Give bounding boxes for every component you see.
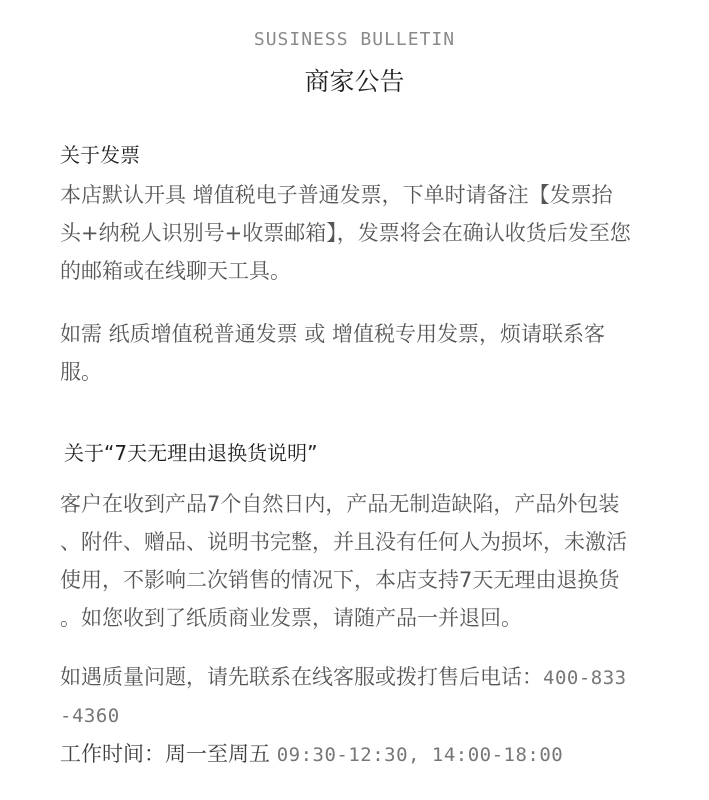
returns-contact [60, 658, 690, 774]
contact-prefix: 如遇质量问题，请先联系在线客服或拨打售后电话： [60, 665, 543, 689]
invoice-paragraph-2 [60, 315, 690, 391]
invoice-paragraph-1 [60, 176, 690, 290]
returns-heading: 关于“7天无理由退换货说明” [64, 441, 318, 465]
hours-value: 09:30-12:30, 14:00-18:00 [276, 744, 564, 766]
phone-number-part2: -4360 [60, 705, 120, 727]
bulletin-subtitle: SUSINESS BULLETIN [253, 29, 456, 50]
invoice-p1-line: 头+纳税人识别号+收票邮箱】，发票将会在确认收货后发至您 [60, 221, 631, 245]
invoice-heading: 关于发票 [60, 143, 140, 167]
invoice-p1-line: 本店默认开具 增值税电子普通发票，下单时请备注【发票抬 [60, 183, 613, 207]
returns-p1-line: 使用，不影响二次销售的情况下，本店支持7天无理由退换货 [60, 568, 620, 592]
invoice-p1-line: 的邮箱或在线聊天工具。 [60, 259, 291, 283]
hours-line [60, 735, 690, 774]
returns-p1-line: 。如您收到了纸质商业发票，请随产品一并退回。 [60, 606, 522, 630]
invoice-p2-line: 如需 纸质增值税普通发票 或 增值税专用发票，烦请联系客 [60, 322, 606, 346]
hours-label: 工作时间：周一至周五 [60, 742, 270, 766]
bulletin-title: 商家公告 [304, 67, 405, 96]
invoice-p2-line: 服。 [60, 360, 102, 384]
returns-p1-line: 客户在收到产品7个自然日内，产品无制造缺陷，产品外包装 [60, 492, 620, 516]
returns-p1-line: 、附件、赠品、说明书完整，并且没有任何人为损坏，未激活 [60, 530, 627, 554]
contact-line [60, 658, 690, 697]
returns-paragraph-1 [60, 485, 690, 637]
phone-number-part1: 400-833 [543, 667, 627, 689]
